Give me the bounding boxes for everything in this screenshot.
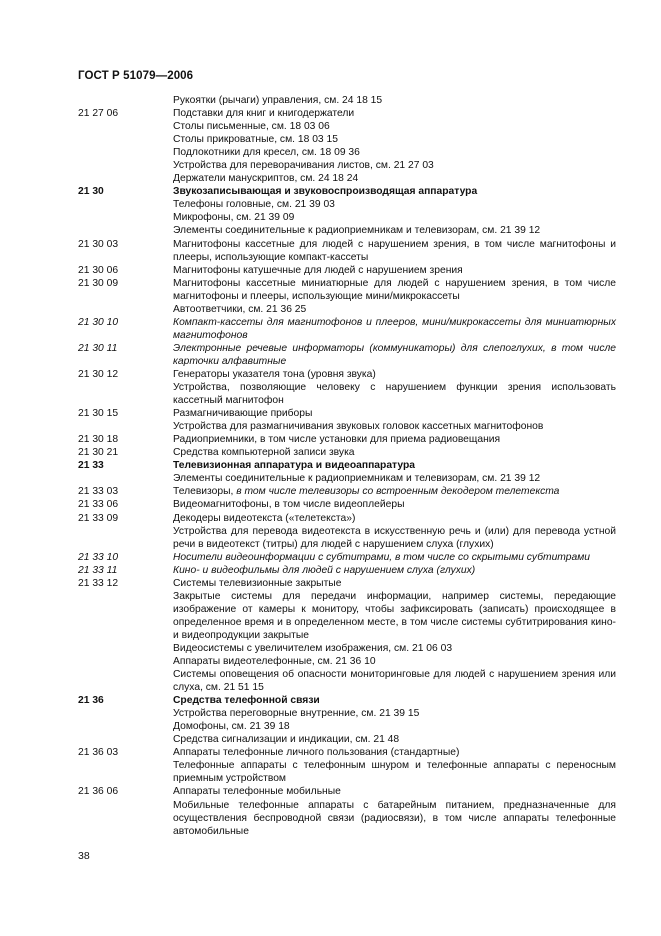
item-text: Телевизионная аппаратура и видеоаппаратура bbox=[173, 460, 415, 472]
item-code: 21 33 06 bbox=[78, 499, 119, 511]
item-code bbox=[78, 303, 173, 316]
item-code bbox=[78, 720, 173, 733]
item-code: 21 36 bbox=[78, 695, 104, 707]
item-text-italic: в том числе телевизоры со встроенным декодером телетекста bbox=[236, 486, 560, 498]
item-code bbox=[78, 198, 173, 211]
item-text: Компакт-кассеты для магнитофонов и плееров, мини/микрокассеты для миниатюрных магнитофонов bbox=[173, 316, 616, 341]
item-text: Системы оповещения об опасности мониторинговые для людей с нарушением зрения или слуха, см. 21 51 15 bbox=[173, 669, 616, 694]
item-code bbox=[78, 211, 173, 224]
item-code: 21 30 06 bbox=[78, 264, 119, 276]
item-code: 21 33 09 bbox=[78, 512, 119, 524]
list-item bbox=[78, 224, 616, 237]
list-item bbox=[78, 485, 616, 498]
list-item bbox=[78, 655, 616, 668]
list-item bbox=[78, 577, 616, 590]
list-item bbox=[78, 642, 616, 655]
item-text-plain: Телевизоры, bbox=[173, 486, 237, 498]
item-code bbox=[78, 159, 173, 172]
item-text: Держатели манускриптов, см. 24 18 24 bbox=[173, 173, 359, 185]
item-code: 21 33 10 bbox=[78, 551, 119, 563]
list-item bbox=[78, 185, 616, 198]
item-text: Автоответчики, см. 21 36 25 bbox=[173, 303, 307, 315]
list-item bbox=[78, 264, 616, 277]
item-code: 21 33 11 bbox=[78, 564, 118, 576]
item-code: 21 30 10 bbox=[78, 316, 119, 328]
list-item bbox=[78, 746, 616, 759]
item-text: Аппараты видеотелефонные, см. 21 36 10 bbox=[173, 656, 376, 668]
item-text: Столы прикроватные, см. 18 03 15 bbox=[173, 134, 338, 146]
item-text: Элементы соединительные к радиоприемникам и телевизорам, см. 21 39 12 bbox=[173, 225, 541, 237]
item-text: Мобильные телефонные аппараты с батарейным питанием, предназначенные для осуществления беспроводной связи (радиосвязи), в том числе аппараты телефонные автомобильные bbox=[173, 799, 616, 837]
item-text: Аппараты телефонные личного пользования (стандартные) bbox=[173, 747, 460, 759]
item-code bbox=[78, 472, 173, 485]
list-item bbox=[78, 198, 616, 211]
item-code bbox=[78, 733, 173, 746]
item-text: Устройства для размагничивания звуковых головок кассетных магнитофонов bbox=[173, 421, 544, 433]
list-item bbox=[78, 498, 616, 511]
item-code bbox=[78, 224, 173, 237]
item-text: Видеосистемы с увеличителем изображения, см. 21 06 03 bbox=[173, 642, 453, 654]
item-code: 21 30 12 bbox=[78, 368, 119, 380]
item-code: 21 33 03 bbox=[78, 486, 119, 498]
list-item bbox=[78, 238, 616, 264]
list-item bbox=[78, 564, 616, 577]
list-item bbox=[78, 146, 616, 159]
list-item bbox=[78, 211, 616, 224]
item-text: Устройства, позволяющие человеку с нарушением функции зрения использовать кассетный магнитофон bbox=[173, 382, 616, 407]
item-code bbox=[78, 668, 173, 694]
list-item bbox=[78, 785, 616, 798]
list-item bbox=[78, 733, 616, 746]
item-code: 21 36 06 bbox=[78, 786, 119, 798]
list-item bbox=[78, 433, 616, 446]
list-item bbox=[78, 94, 616, 107]
item-code bbox=[78, 707, 173, 720]
list-item bbox=[78, 159, 616, 172]
document-header: ГОСТ Р 51079—2006 bbox=[78, 70, 194, 82]
item-code: 21 30 03 bbox=[78, 238, 119, 250]
item-text: Генераторы указателя тона (уровня звука) bbox=[173, 368, 376, 380]
item-code: 21 30 09 bbox=[78, 277, 119, 289]
list-item bbox=[78, 551, 616, 564]
item-code bbox=[78, 133, 173, 146]
list-item bbox=[78, 799, 616, 838]
item-code: 21 30 bbox=[78, 186, 104, 198]
item-text: Средства телефонной связи bbox=[173, 695, 320, 707]
list-item bbox=[78, 303, 616, 316]
list-item bbox=[78, 368, 616, 381]
item-text bbox=[173, 485, 616, 498]
list-item bbox=[78, 459, 616, 472]
item-text: Рукоятки (рычаги) управления, см. 24 18 15 bbox=[173, 95, 383, 106]
item-code bbox=[78, 420, 173, 433]
list-item bbox=[78, 512, 616, 525]
item-code: 21 30 18 bbox=[78, 434, 119, 446]
list-item bbox=[78, 316, 616, 342]
list-item bbox=[78, 407, 616, 420]
item-text: Размагничивающие приборы bbox=[173, 408, 313, 420]
item-code bbox=[78, 642, 173, 655]
item-code bbox=[78, 381, 173, 407]
item-text: Носители видеоинформации с субтитрами, в том числе со скрытыми субтитрами bbox=[173, 551, 591, 563]
classification-list bbox=[78, 94, 616, 838]
item-text: Радиоприемники, в том числе установки для приема радиовещания bbox=[173, 434, 501, 446]
item-code bbox=[78, 759, 173, 785]
list-item bbox=[78, 172, 616, 185]
item-text: Средства компьютерной записи звука bbox=[173, 447, 355, 459]
item-text: Магнитофоны кассетные миниатюрные для людей с нарушением зрения, в том числе магнитофоны и плееры, использующие мини/микрокассеты bbox=[173, 277, 616, 302]
item-code: 21 30 21 bbox=[78, 447, 119, 459]
list-item bbox=[78, 342, 616, 368]
item-text: Подлокотники для кресел, см. 18 09 36 bbox=[173, 147, 360, 159]
item-text: Микрофоны, см. 21 39 09 bbox=[173, 212, 295, 224]
item-text: Устройства для переворачивания листов, см. 21 27 03 bbox=[173, 160, 434, 172]
list-item bbox=[78, 420, 616, 433]
list-item bbox=[78, 759, 616, 785]
list-item bbox=[78, 107, 616, 120]
list-item bbox=[78, 120, 616, 133]
item-text: Звукозаписывающая и звуковоспроизводящая аппаратура bbox=[173, 186, 478, 198]
item-text: Подставки для книг и книгодержатели bbox=[173, 108, 355, 120]
item-text: Закрытые системы для передачи информации, например системы, передающие изображение от камеры к монитору, чтобы зафиксировать (записать) происходящее в определенное время и в определенном месте, в том числе системы субтитрирования кино- и видеопродукции закрытые bbox=[173, 590, 616, 641]
item-text: Электронные речевые информаторы (коммуникаторы) для слепоглухих, в том числе карточки алфавитные bbox=[173, 342, 616, 367]
list-item bbox=[78, 381, 616, 407]
item-code: 21 33 bbox=[78, 460, 104, 472]
list-item bbox=[78, 446, 616, 459]
item-code bbox=[78, 94, 173, 107]
item-code: 21 33 12 bbox=[78, 577, 119, 589]
list-item bbox=[78, 277, 616, 303]
item-code bbox=[78, 525, 173, 551]
item-code bbox=[78, 799, 173, 838]
item-text: Средства сигнализации и индикации, см. 21 48 bbox=[173, 734, 400, 746]
item-text: Элементы соединительные к радиоприемникам и телевизорам, см. 21 39 12 bbox=[173, 473, 541, 485]
item-code: 21 30 11 bbox=[78, 342, 118, 354]
item-code: 21 36 03 bbox=[78, 747, 119, 759]
item-text: Магнитофоны кассетные для людей с нарушением зрения, в том числе магнитофоны и плееры, использующие компакт-кассеты bbox=[173, 238, 616, 263]
item-code: 21 27 06 bbox=[78, 108, 119, 120]
item-code bbox=[78, 655, 173, 668]
list-item bbox=[78, 472, 616, 485]
item-text: Столы письменные, см. 18 03 06 bbox=[173, 121, 330, 133]
item-code bbox=[78, 172, 173, 185]
list-item bbox=[78, 694, 616, 707]
item-text: Устройства для перевода видеотекста в искусственную речь и (или) для перевода устной речи в видеотекст (титры) для людей с нарушением слуха (глухих) bbox=[173, 525, 616, 550]
list-item bbox=[78, 525, 616, 551]
item-code bbox=[78, 590, 173, 642]
item-text: Устройства переговорные внутренние, см. 21 39 15 bbox=[173, 708, 420, 720]
list-item bbox=[78, 707, 616, 720]
item-text: Телефонные аппараты с телефонным шнуром и телефонные аппараты с переносным приемным устройством bbox=[173, 760, 616, 785]
list-item bbox=[78, 668, 616, 694]
list-item bbox=[78, 720, 616, 733]
item-code bbox=[78, 120, 173, 133]
page-number: 38 bbox=[78, 850, 90, 862]
item-text: Домофоны, см. 21 39 18 bbox=[173, 721, 290, 733]
item-text: Системы телевизионные закрытые bbox=[173, 577, 342, 589]
item-code bbox=[78, 146, 173, 159]
item-text: Кино- и видеофильмы для людей с нарушением слуха (глухих) bbox=[173, 564, 476, 576]
item-text: Магнитофоны катушечные для людей с нарушением зрения bbox=[173, 264, 463, 276]
item-text: Аппараты телефонные мобильные bbox=[173, 786, 341, 798]
item-text: Телефоны головные, см. 21 39 03 bbox=[173, 199, 335, 211]
item-code: 21 30 15 bbox=[78, 408, 119, 420]
item-text: Видеомагнитофоны, в том числе видеоплейеры bbox=[173, 499, 405, 511]
list-item bbox=[78, 590, 616, 642]
item-text: Декодеры видеотекста («телетекста») bbox=[173, 512, 356, 524]
list-item bbox=[78, 133, 616, 146]
